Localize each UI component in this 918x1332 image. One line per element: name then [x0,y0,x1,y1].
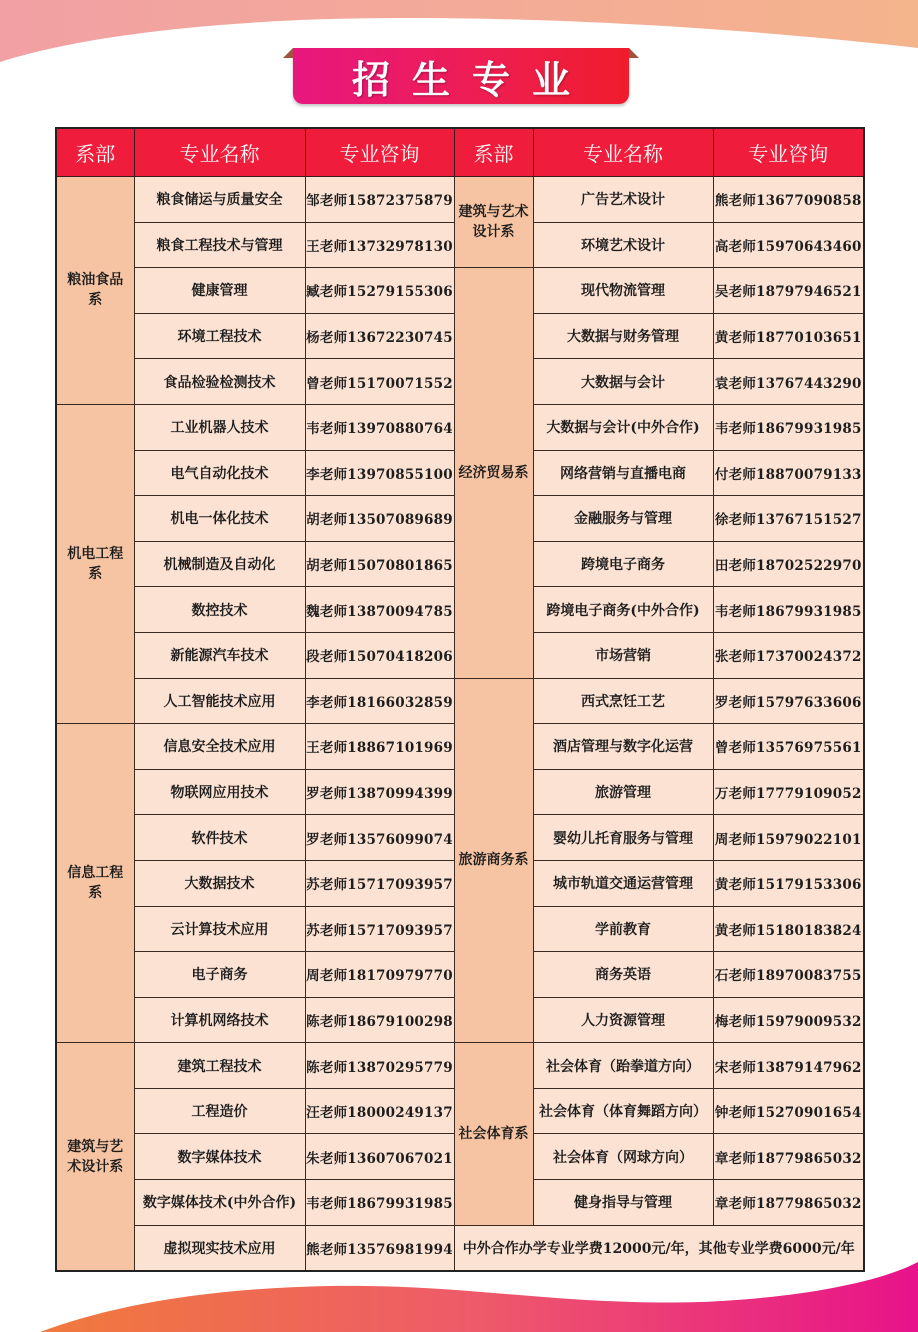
major-name-cell: 数字媒体技术 [134,1134,305,1180]
contact-cell: 杨老师13672230745 [305,313,454,359]
major-name-cell: 金融服务与管理 [533,496,713,542]
major-name-cell: 机电一体化技术 [134,496,305,542]
major-name-cell: 食品检验检测技术 [134,359,305,405]
header-major-left: 专业名称 [134,128,305,177]
contact-cell: 朱老师13607067021 [305,1134,454,1180]
major-name-cell: 社会体育（跆拳道方向） [533,1043,713,1089]
contact-cell: 胡老师15070801865 [305,541,454,587]
major-name-cell: 云计算技术应用 [134,906,305,952]
major-name-cell: 社会体育（网球方向） [533,1134,713,1180]
contact-cell: 臧老师15279155306 [305,268,454,314]
major-name-cell: 社会体育（体育舞蹈方向） [533,1088,713,1134]
contact-cell: 罗老师13576099074 [305,815,454,861]
contact-cell: 黄老师15179153306 [713,860,864,906]
major-name-cell: 学前教育 [533,906,713,952]
contact-cell: 邹老师15872375879 [305,177,454,223]
major-name-cell: 人力资源管理 [533,997,713,1043]
bottom-decorative-wave [0,1262,918,1332]
contact-cell: 曾老师13576975561 [713,724,864,770]
contact-cell: 苏老师15717093957 [305,860,454,906]
major-name-cell: 新能源汽车技术 [134,632,305,678]
contact-cell: 熊老师13677090858 [713,177,864,223]
major-name-cell: 网络营销与直播电商 [533,450,713,496]
table-row [56,177,864,223]
contact-cell: 苏老师15717093957 [305,906,454,952]
department-cell: 建筑与艺术设计系 [56,1043,134,1271]
contact-cell: 李老师13970855100 [305,450,454,496]
contact-cell: 王老师18867101969 [305,724,454,770]
contact-cell: 章老师18779865032 [713,1180,864,1226]
major-name-cell: 跨境电子商务(中外合作) [533,587,713,633]
contact-cell: 魏老师13870094785 [305,587,454,633]
major-name-cell: 软件技术 [134,815,305,861]
major-name-cell: 西式烹饪工艺 [533,678,713,724]
header-contact-left: 专业咨询 [305,128,454,177]
contact-cell: 熊老师13576981994 [305,1225,454,1271]
major-name-cell: 酒店管理与数字化运营 [533,724,713,770]
contact-cell: 韦老师13970880764 [305,404,454,450]
header-contact-right: 专业咨询 [713,128,864,177]
contact-cell: 韦老师18679931985 [713,404,864,450]
table-row [56,268,864,314]
contact-cell: 高老师15970643460 [713,222,864,268]
department-cell: 建筑与艺术设计系 [454,177,533,268]
contact-cell: 罗老师13870994399 [305,769,454,815]
department-cell: 机电工程系 [56,404,134,723]
title-banner [293,48,629,104]
banner-fold-right [629,48,639,58]
major-name-cell: 旅游管理 [533,769,713,815]
major-name-cell: 物联网应用技术 [134,769,305,815]
table-row [56,1043,864,1089]
contact-cell: 陈老师13870295779 [305,1043,454,1089]
contact-cell: 石老师18970083755 [713,952,864,998]
header-department-left: 系部 [56,128,134,177]
contact-cell: 周老师18170979770 [305,952,454,998]
major-name-cell: 市场营销 [533,632,713,678]
major-name-cell: 粮食储运与质量安全 [134,177,305,223]
major-name-cell: 数字媒体技术(中外合作) [134,1180,305,1226]
contact-cell: 宋老师13879147962 [713,1043,864,1089]
major-name-cell: 健身指导与管理 [533,1180,713,1226]
contact-cell: 吴老师18797946521 [713,268,864,314]
major-name-cell: 电子商务 [134,952,305,998]
contact-cell: 徐老师13767151527 [713,496,864,542]
major-name-cell: 建筑工程技术 [134,1043,305,1089]
header-major-right: 专业名称 [533,128,713,177]
major-name-cell: 粮食工程技术与管理 [134,222,305,268]
contact-cell: 汪老师18000249137 [305,1088,454,1134]
contact-cell: 张老师17370024372 [713,632,864,678]
contact-cell: 韦老师18679931985 [305,1180,454,1226]
tuition-footnote: 中外合作办学专业学费12000元/年，其他专业学费6000元/年 [454,1225,864,1271]
department-cell: 社会体育系 [454,1043,533,1225]
contact-cell: 罗老师15797633606 [713,678,864,724]
contact-cell: 梅老师15979009532 [713,997,864,1043]
contact-cell: 钟老师15270901654 [713,1088,864,1134]
major-name-cell: 机械制造及自动化 [134,541,305,587]
major-name-cell: 工程造价 [134,1088,305,1134]
header-department-right: 系部 [454,128,533,177]
page-title: 招生专业 [351,57,592,102]
major-name-cell: 商务英语 [533,952,713,998]
major-name-cell: 跨境电子商务 [533,541,713,587]
contact-cell: 李老师18166032859 [305,678,454,724]
banner-fold-left [283,48,293,58]
major-name-cell: 计算机网络技术 [134,997,305,1043]
contact-cell: 王老师13732978130 [305,222,454,268]
major-name-cell: 现代物流管理 [533,268,713,314]
contact-cell: 韦老师18679931985 [713,587,864,633]
table-header-row [56,128,864,177]
contact-cell: 付老师18870079133 [713,450,864,496]
major-name-cell: 大数据与会计(中外合作) [533,404,713,450]
major-name-cell: 环境工程技术 [134,313,305,359]
contact-cell: 万老师17779109052 [713,769,864,815]
majors-table [55,127,865,1272]
major-name-cell: 信息安全技术应用 [134,724,305,770]
contact-cell: 袁老师13767443290 [713,359,864,405]
major-name-cell: 健康管理 [134,268,305,314]
contact-cell: 黄老师15180183824 [713,906,864,952]
contact-cell: 章老师18779865032 [713,1134,864,1180]
major-name-cell: 人工智能技术应用 [134,678,305,724]
department-cell: 旅游商务系 [454,678,533,1043]
major-name-cell: 大数据与会计 [533,359,713,405]
major-name-cell: 广告艺术设计 [533,177,713,223]
table-row [56,678,864,724]
major-name-cell: 虚拟现实技术应用 [134,1225,305,1271]
major-name-cell: 婴幼儿托育服务与管理 [533,815,713,861]
major-name-cell: 工业机器人技术 [134,404,305,450]
department-cell: 信息工程系 [56,724,134,1043]
major-name-cell: 环境艺术设计 [533,222,713,268]
contact-cell: 胡老师13507089689 [305,496,454,542]
department-cell: 粮油食品系 [56,177,134,405]
major-name-cell: 城市轨道交通运营管理 [533,860,713,906]
major-name-cell: 数控技术 [134,587,305,633]
contact-cell: 田老师18702522970 [713,541,864,587]
department-cell: 经济贸易系 [454,268,533,678]
contact-cell: 黄老师18770103651 [713,313,864,359]
major-name-cell: 大数据技术 [134,860,305,906]
major-name-cell: 大数据与财务管理 [533,313,713,359]
contact-cell: 段老师15070418206 [305,632,454,678]
contact-cell: 陈老师18679100298 [305,997,454,1043]
contact-cell: 曾老师15170071552 [305,359,454,405]
contact-cell: 周老师15979022101 [713,815,864,861]
major-name-cell: 电气自动化技术 [134,450,305,496]
